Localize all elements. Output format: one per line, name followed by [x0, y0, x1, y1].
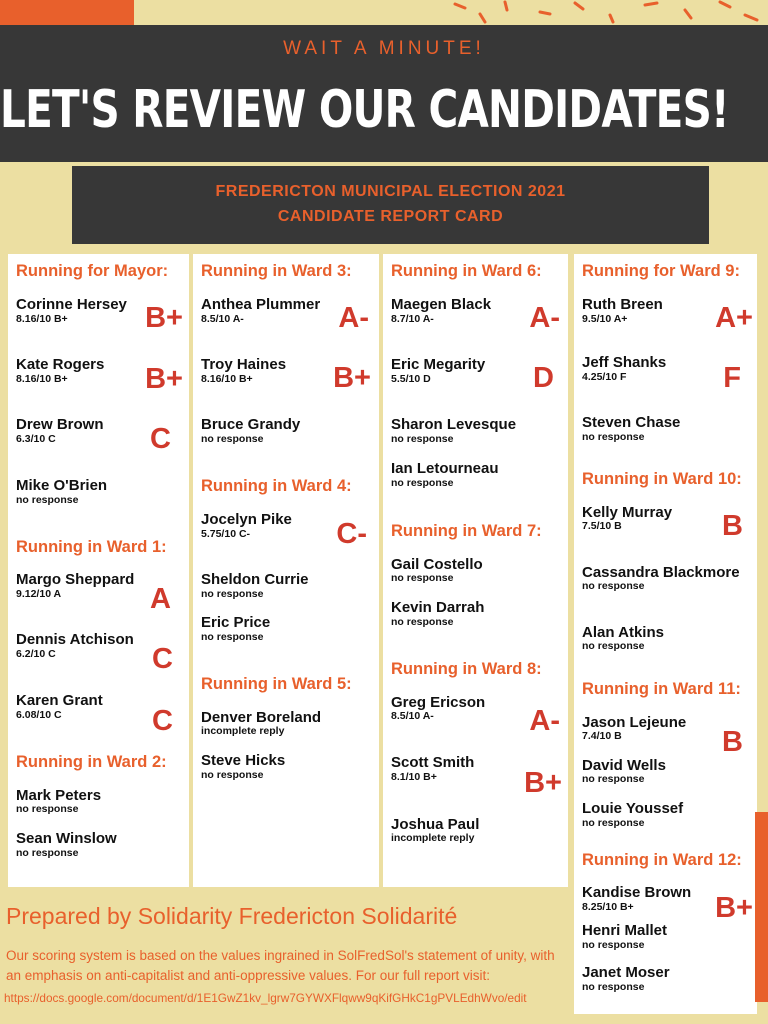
candidate-score: no response: [582, 939, 645, 951]
candidate-name: Scott Smith: [391, 754, 475, 771]
candidate-name: Sharon Levesque: [391, 416, 517, 433]
candidate-grade: A-: [529, 705, 560, 737]
candidate-score: no response: [582, 773, 645, 785]
candidate-grade: F: [723, 362, 741, 394]
candidate-score: 8.1/10 B+: [391, 771, 437, 783]
kicker-text: WAIT A MINUTE!: [283, 38, 485, 59]
candidate-name: Jeff Shanks: [582, 354, 667, 371]
candidate-score: no response: [201, 433, 264, 445]
candidate-score: 6.2/10 C: [16, 648, 56, 660]
candidate-name: David Wells: [582, 757, 666, 774]
candidate-name: Karen Grant: [16, 692, 103, 709]
candidate-score: no response: [201, 631, 264, 643]
section-heading-ward-6: Running in Ward 6:: [391, 262, 542, 280]
candidate-score: 8.25/10 B+: [582, 901, 634, 913]
candidate-column-1: [8, 254, 189, 887]
report-link[interactable]: https://docs.google.com/document/d/1E1GwZ1kv_lgrw7GYWXFlqww9qKifGHkC1gPVLEdhWvo/edit: [4, 991, 527, 1005]
candidate-name: Denver Boreland: [201, 709, 322, 726]
candidate-name: Alan Atkins: [582, 624, 664, 641]
section-heading-ward-12: Running in Ward 12:: [582, 851, 742, 869]
candidate-grade: C: [150, 423, 171, 455]
candidate-score: no response: [391, 433, 454, 445]
candidate-grade: C: [152, 705, 173, 737]
candidate-name: Gail Costello: [391, 556, 483, 573]
candidate-score: no response: [201, 769, 264, 781]
candidate-grade: B+: [715, 892, 753, 924]
candidate-score: no response: [16, 494, 79, 506]
candidate-name: Sean Winslow: [16, 830, 117, 847]
candidate-score: 6.08/10 C: [16, 709, 62, 721]
page-title: LET'S REVIEW OUR CANDIDATES!: [0, 80, 729, 140]
subtitle-line-2: CANDIDATE REPORT CARD: [277, 208, 504, 225]
candidate-name: Eric Price: [201, 614, 271, 631]
candidate-name: Steven Chase: [582, 414, 681, 431]
candidate-name: Dennis Atchison: [16, 631, 134, 648]
candidate-name: Greg Ericson: [391, 694, 486, 711]
section-heading-ward-9: Running for Ward 9:: [582, 262, 740, 280]
candidate-score: no response: [582, 817, 645, 829]
candidate-name: Louie Youssef: [582, 800, 684, 817]
candidate-name: Eric Megarity: [391, 356, 486, 373]
candidate-column-3: [383, 254, 568, 887]
candidate-score: no response: [582, 580, 645, 592]
candidate-name: Troy Haines: [201, 356, 287, 373]
candidate-score: 8.16/10 B+: [16, 373, 68, 385]
candidate-score: 9.12/10 A: [16, 588, 62, 600]
candidate-grade: C-: [336, 518, 367, 550]
candidate-score: 7.5/10 B: [582, 520, 622, 532]
candidate-score: 8.16/10 B+: [16, 313, 68, 325]
candidate-score: no response: [582, 431, 645, 443]
candidate-name: Henri Mallet: [582, 922, 668, 939]
section-heading-mayor: Running for Mayor:: [16, 262, 169, 280]
sunburst-decoration-icon: [445, 0, 768, 25]
candidate-grade: A-: [338, 302, 369, 334]
candidate-score: no response: [582, 640, 645, 652]
candidate-name: Kevin Darrah: [391, 599, 485, 616]
subtitle-line-1: FREDERICTON MUNICIPAL ELECTION 2021: [215, 183, 566, 200]
side-accent-bar: [755, 812, 768, 1002]
candidate-grade: A+: [715, 302, 753, 334]
candidate-name: Mark Peters: [16, 787, 102, 804]
candidate-name: Jason Lejeune: [582, 714, 687, 731]
candidate-score: no response: [16, 803, 79, 815]
candidate-name: Anthea Plummer: [201, 296, 321, 313]
candidate-name: Ian Letourneau: [391, 460, 499, 477]
candidate-score: incomplete reply: [201, 725, 285, 737]
candidate-name: Maegen Black: [391, 296, 492, 313]
candidate-grade: A-: [529, 302, 560, 334]
section-heading-ward-2: Running in Ward 2:: [16, 753, 167, 771]
candidate-grade: B+: [145, 363, 183, 395]
candidate-score: no response: [391, 572, 454, 584]
candidate-score: 5.5/10 D: [391, 373, 431, 385]
candidate-grade: B+: [333, 362, 371, 394]
candidate-name: Janet Moser: [582, 964, 670, 981]
section-heading-ward-1: Running in Ward 1:: [16, 538, 167, 556]
candidate-name: Margo Sheppard: [16, 571, 135, 588]
section-heading-ward-11: Running in Ward 11:: [582, 680, 741, 698]
candidate-name: Drew Brown: [16, 416, 104, 433]
candidate-grade: A: [150, 583, 171, 615]
candidate-column-2: [193, 254, 379, 887]
candidate-score: 8.7/10 A-: [391, 313, 434, 325]
candidate-name: Kandise Brown: [582, 884, 692, 901]
candidate-score: no response: [391, 477, 454, 489]
candidate-grade: B: [722, 510, 743, 542]
candidate-score: incomplete reply: [391, 832, 475, 844]
candidate-name: Cassandra Blackmore: [582, 564, 740, 581]
candidate-grade: B: [722, 726, 743, 758]
candidate-name: Bruce Grandy: [201, 416, 301, 433]
prepared-by-text: Prepared by Solidarity Fredericton Solidarité: [6, 903, 458, 929]
candidate-name: Steve Hicks: [201, 752, 286, 769]
candidate-score: 4.25/10 F: [582, 371, 627, 383]
candidate-name: Corinne Hersey: [16, 296, 127, 313]
section-heading-ward-5: Running in Ward 5:: [201, 675, 352, 693]
candidate-name: Joshua Paul: [391, 816, 480, 833]
section-heading-ward-4: Running in Ward 4:: [201, 477, 352, 495]
candidate-name: Kelly Murray: [582, 504, 673, 521]
candidate-name: Mike O'Brien: [16, 477, 108, 494]
candidate-grade: C: [152, 643, 173, 675]
candidate-column-4: [574, 254, 757, 1014]
candidate-score: no response: [16, 847, 79, 859]
section-heading-ward-10: Running in Ward 10:: [582, 470, 742, 488]
candidate-score: 5.75/10 C-: [201, 528, 251, 540]
candidate-score: 9.5/10 A+: [582, 313, 628, 325]
section-heading-ward-7: Running in Ward 7:: [391, 522, 542, 540]
section-heading-ward-3: Running in Ward 3:: [201, 262, 352, 280]
candidate-score: 8.5/10 A-: [201, 313, 244, 325]
candidate-grade: B+: [524, 767, 562, 799]
candidate-name: Kate Rogers: [16, 356, 105, 373]
candidate-grade: D: [533, 362, 554, 394]
candidate-score: 8.5/10 A-: [391, 710, 434, 722]
scoring-description: Our scoring system is based on the values ingrained in SolFredSol's statement of unity, with an emphasis on anti-capitalist and anti-oppressive values. For our full report visit:: [6, 948, 555, 983]
candidate-name: Jocelyn Pike: [201, 511, 292, 528]
candidate-name: Sheldon Currie: [201, 571, 309, 588]
candidate-grade: B+: [145, 302, 183, 334]
section-heading-ward-8: Running in Ward 8:: [391, 660, 542, 678]
candidate-score: 6.3/10 C: [16, 433, 56, 445]
candidate-score: no response: [582, 981, 645, 993]
candidate-score: 7.4/10 B: [582, 730, 622, 742]
candidate-score: no response: [391, 616, 454, 628]
candidate-score: no response: [201, 588, 264, 600]
subtitle-box: [72, 166, 709, 244]
candidate-score: 8.16/10 B+: [201, 373, 253, 385]
candidate-name: Ruth Breen: [582, 296, 663, 313]
